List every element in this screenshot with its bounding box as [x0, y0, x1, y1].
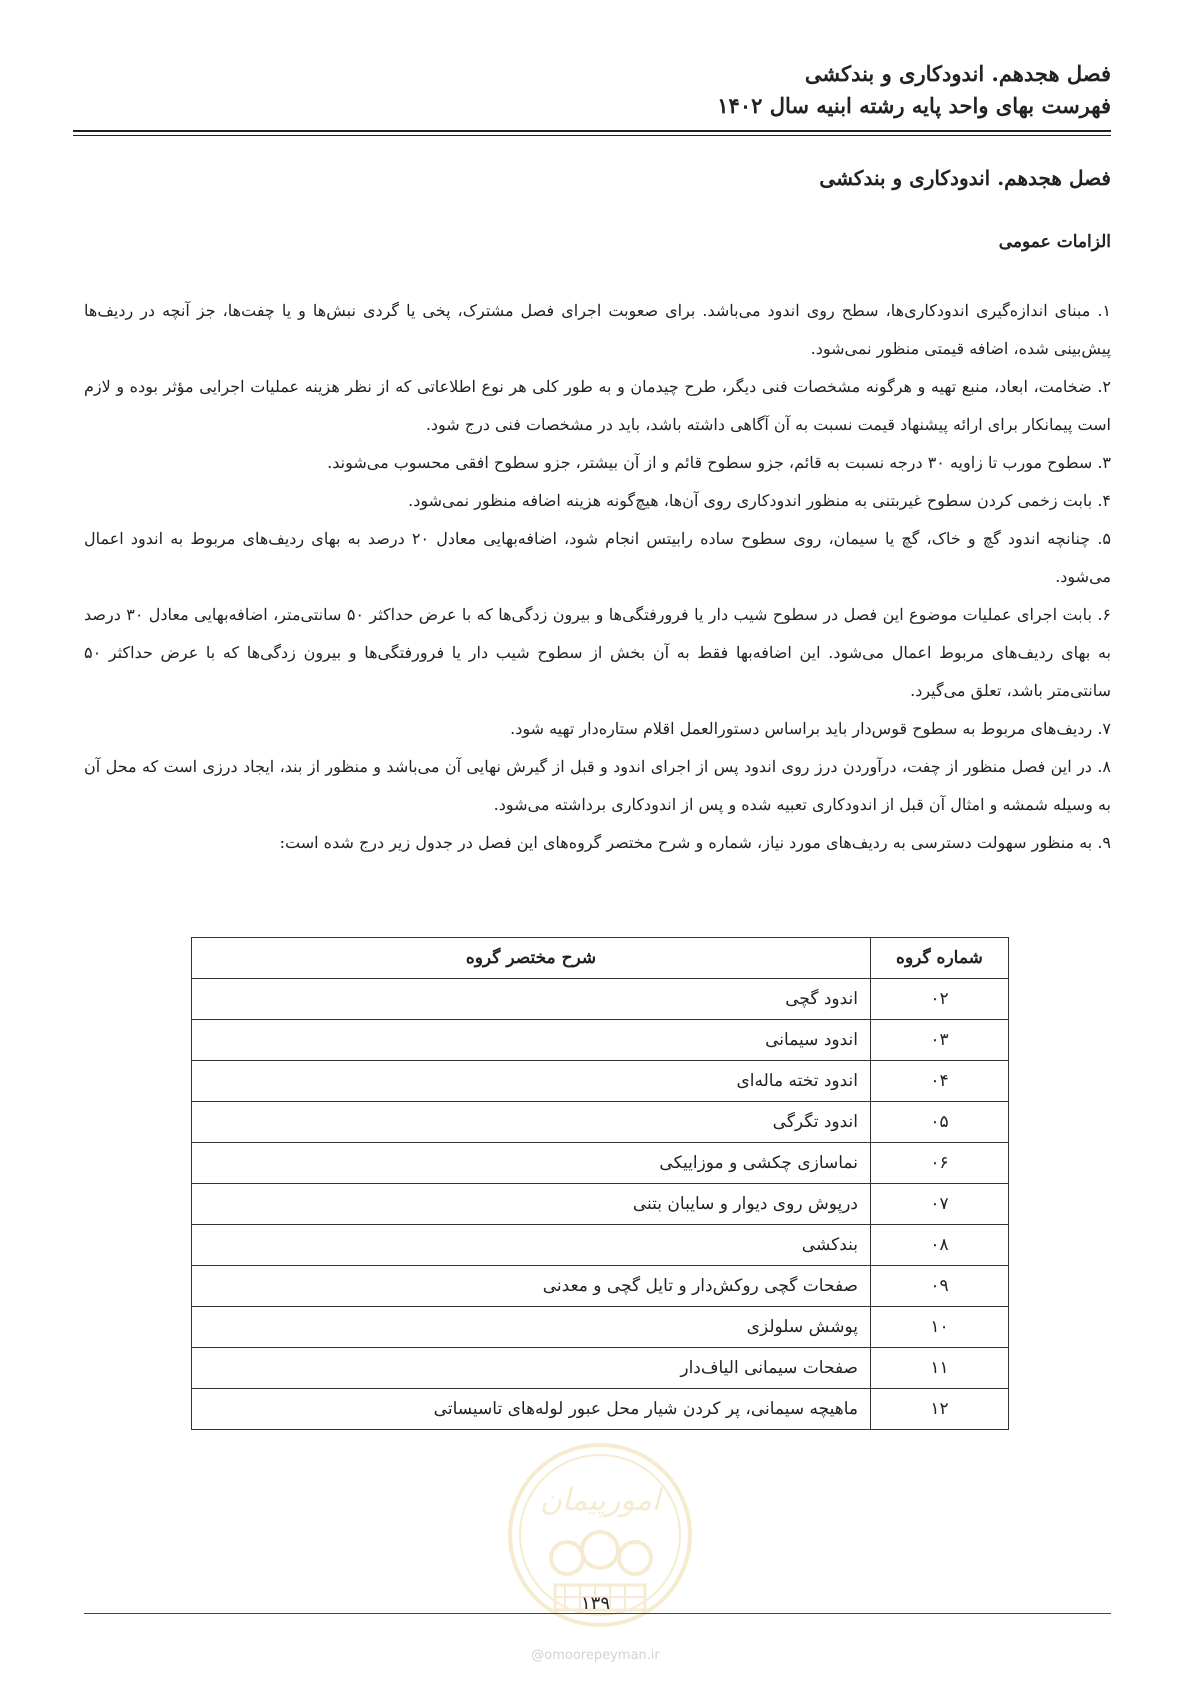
page-number: ۱۳۹ — [580, 1593, 610, 1614]
table-header-row — [192, 938, 1009, 979]
table-row — [192, 979, 1009, 1020]
col-header-group-description: شرح مختصر گروه — [192, 938, 871, 979]
group-number: ۱۰ — [871, 1307, 1009, 1348]
group-description: صفحات گچی روکش‌دار و تایل گچی و معدنی — [192, 1266, 871, 1307]
header-rule-thin — [73, 135, 1111, 136]
table-row — [192, 1266, 1009, 1307]
rule-item: ۳. سطوح مورب تا زاویه ۳۰ درجه نسبت به قائم، جزو سطوح قائم و از آن بیشتر، جزو سطوح افقی محسوب می‌شوند. — [327, 453, 1111, 472]
group-description: صفحات سیمانی الیاف‌دار — [192, 1348, 871, 1389]
group-number: ۱۱ — [871, 1348, 1009, 1389]
group-description: نماسازی چکشی و موزاییکی — [192, 1143, 871, 1184]
header-book-title: فهرست بهای واحد پایه رشته ابنیه سال ۱۴۰۲ — [717, 93, 1111, 118]
group-table — [191, 937, 1009, 1430]
header-rule-thick — [73, 130, 1111, 132]
col-header-group-number: شماره گروه — [871, 938, 1009, 979]
rule-item: ۸. در این فصل منظور از چفت، درآوردن درز روی اندود پس از اجرای اندود و قبل از گیرش نهایی آن می‌باشد و منظور از بند، ایجاد درزی است که محل آن به وسیله شمشه و امثال آن قبل از اندودکاری تعبیه شده و پس از اندودکاری برداشته می‌شود. — [84, 757, 1111, 814]
table-row — [192, 1225, 1009, 1266]
table-row — [192, 1102, 1009, 1143]
group-number: ۰۴ — [871, 1061, 1009, 1102]
group-number: ۰۶ — [871, 1143, 1009, 1184]
rule-item: ۶. بابت اجرای عملیات موضوع این فصل در سطوح شیب دار یا فرورفتگی‌ها و بیرون زدگی‌ها که با عرض حداکثر ۵۰ سانتی‌متر، اضافه‌بهایی معادل ۳۰ درصد به بهای ردیف‌های مربوط اعمال می‌شود. این اضافه‌بها فقط به آن بخش از سطوح شیب دار یا فرورفتگی‌ها و بیرون زدگی‌ها که با عرض حداکثر ۵۰ سانتی‌متر باشد، تعلق می‌گیرد. — [84, 605, 1112, 700]
table-row — [192, 1348, 1009, 1389]
table-row — [192, 1143, 1009, 1184]
table-row — [192, 1389, 1009, 1430]
header-chapter: فصل هجدهم. اندودکاری و بندکشی — [804, 61, 1111, 86]
group-description: بندکشی — [192, 1225, 871, 1266]
group-number: ۰۵ — [871, 1102, 1009, 1143]
svg-text:امورپیمان: امورپیمان — [539, 1483, 661, 1518]
group-number: ۰۷ — [871, 1184, 1009, 1225]
site-watermark-text: @omoorepeyman.ir — [531, 1648, 660, 1663]
rule-item: ۱. مبنای اندازه‌گیری اندودکاری‌ها، سطح روی اندود می‌باشد. برای صعوبت اجرای فصل مشترک، پخی یا گردی نبش‌ها و یا چفت‌ها، جز آنچه در ردیف‌ها پیش‌بینی شده، اضافه قیمتی منظور نمی‌شود. — [84, 301, 1111, 358]
group-description: پوشش سلولزی — [192, 1307, 871, 1348]
group-number: ۰۲ — [871, 979, 1009, 1020]
table-row — [192, 1307, 1009, 1348]
group-description: درپوش روی دیوار و سایبان بتنی — [192, 1184, 871, 1225]
group-number: ۰۳ — [871, 1020, 1009, 1061]
table-row — [192, 1184, 1009, 1225]
group-number: ۱۲ — [871, 1389, 1009, 1430]
group-number: ۰۹ — [871, 1266, 1009, 1307]
group-number: ۰۸ — [871, 1225, 1009, 1266]
group-description: ماهیچه سیمانی، پر کردن شیار محل عبور لوله‌های تاسیساتی — [192, 1389, 871, 1430]
table-row — [192, 1061, 1009, 1102]
rule-item: ۷. ردیف‌های مربوط به سطوح قوس‌دار باید براساس دستورالعمل اقلام ستاره‌دار تهیه شود. — [510, 719, 1111, 738]
running-header — [717, 58, 1111, 122]
group-description: اندود گچی — [192, 979, 871, 1020]
section-title: الزامات عمومی — [998, 232, 1111, 252]
rule-item: ۹. به منظور سهولت دسترسی به ردیف‌های مورد نیاز، شماره و شرح مختصر گروه‌های این فصل در جدول زیر درج شده است: — [279, 833, 1111, 852]
rule-item: ۵. چنانچه اندود گچ و خاک، گچ یا سیمان، روی سطوح ساده رابیتس انجام شود، اضافه‌بهایی معادل ۲۰ درصد به بهای ردیف‌های مربوط به اندود اعمال می‌شود. — [84, 529, 1111, 586]
table-row — [192, 1020, 1009, 1061]
rule-item: ۴. بابت زخمی کردن سطوح غیربتنی به منظور اندودکاری روی آن‌ها، هیچ‌گونه هزینه اضافه منظور نمی‌شود. — [408, 491, 1111, 510]
group-description: اندود سیمانی — [192, 1020, 871, 1061]
group-description: اندود تگرگی — [192, 1102, 871, 1143]
group-description: اندود تخته ماله‌ای — [192, 1061, 871, 1102]
rule-item: ۲. ضخامت، ابعاد، منبع تهیه و هرگونه مشخصات فنی دیگر، طرح چیدمان و به طور کلی هر نوع اطلاعاتی که از نظر هزینه عملیات اجرایی مؤثر بوده و لازم است پیمانکار برای ارائه پیشنهاد قیمت نسبت به آن آگاهی داشته باشد، باید در مشخصات فنی درج شود. — [84, 377, 1112, 434]
rules-list — [84, 292, 1111, 862]
chapter-title: فصل هجدهم. اندودکاری و بندکشی — [819, 166, 1111, 190]
